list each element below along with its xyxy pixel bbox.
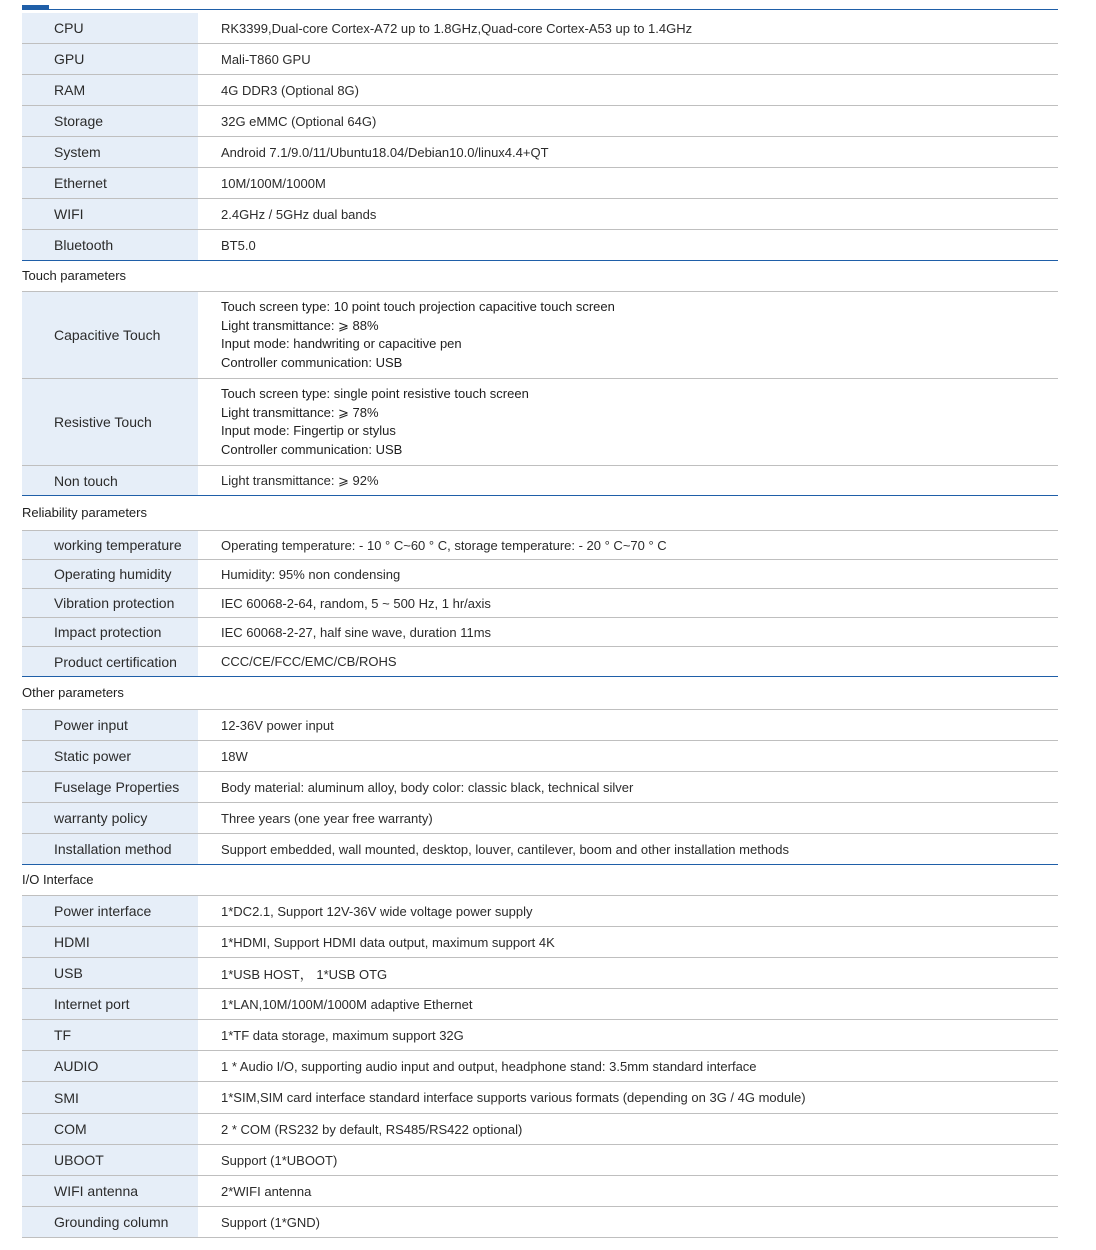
row-label: Vibration protection (22, 589, 198, 617)
row-value: 1*LAN,10M/100M/1000M adaptive Ethernet (221, 996, 473, 1012)
row-label: CPU (22, 13, 198, 43)
row-label: WIFI antenna (22, 1176, 198, 1206)
row-label: Fuselage Properties (22, 772, 198, 802)
row-value: 10M/100M/1000M (221, 175, 326, 191)
section-other (22, 677, 1058, 865)
spec-row (22, 137, 1058, 168)
section-reliability (22, 496, 1058, 677)
row-label: COM (22, 1114, 198, 1144)
section-title: Reliability parameters (22, 505, 147, 520)
spec-row (22, 710, 1058, 741)
row-label: warranty policy (22, 803, 198, 833)
section-title: I/O Interface (22, 872, 94, 887)
row-label: GPU (22, 44, 198, 74)
row-value: Humidity: 95% non condensing (221, 566, 401, 582)
row-label: WIFI (22, 199, 198, 229)
row-label: Grounding column (22, 1207, 198, 1237)
row-value: RK3399,Dual-core Cortex-A72 up to 1.8GHz,Quad-core Cortex-A53 up to 1.4GHz (221, 20, 693, 36)
spec-row (22, 106, 1058, 137)
section-title: Other parameters (22, 685, 124, 700)
spec-row (22, 75, 1058, 106)
row-value: 2*WIFI antenna (221, 1183, 312, 1199)
section-io (22, 865, 1058, 1238)
spec-row (22, 379, 1058, 466)
row-value: 1*HDMI, Support HDMI data output, maximum support 4K (221, 934, 555, 950)
spec-row (22, 618, 1058, 647)
value-line: Input mode: Fingertip or stylus (221, 423, 396, 438)
row-value: Android 7.1/9.0/11/Ubuntu18.04/Debian10.0/linux4.4+QT (221, 144, 549, 160)
spec-table (22, 0, 1058, 1238)
value-line: Light transmittance: ⩾ 78% (221, 404, 379, 420)
row-value: IEC 60068-2-64, random, 5 ~ 500 Hz, 1 hr/axis (221, 595, 491, 611)
spec-row (22, 1051, 1058, 1082)
row-label: SMI (22, 1082, 198, 1113)
value-line: Input mode: handwriting or capacitive pen (221, 336, 462, 351)
value-line: Touch screen type: single point resistive touch screen (221, 386, 529, 401)
spec-row (22, 560, 1058, 589)
row-value: 1*USB HOST， 1*USB OTG (221, 966, 388, 982)
row-label: UBOOT (22, 1145, 198, 1175)
row-value: Support (1*GND) (221, 1214, 320, 1230)
section-touch (22, 261, 1058, 496)
spec-row (22, 44, 1058, 75)
spec-row (22, 803, 1058, 834)
spec-row (22, 1176, 1058, 1207)
row-value: 32G eMMC (Optional 64G) (221, 113, 377, 129)
spec-row (22, 199, 1058, 230)
row-value: 2.4GHz / 5GHz dual bands (221, 206, 377, 222)
section-title: Touch parameters (22, 268, 127, 283)
row-value: 1*DC2.1, Support 12V-36V wide voltage power supply (221, 903, 533, 919)
spec-row (22, 230, 1058, 261)
row-value: 2 * COM (RS232 by default, RS485/RS422 optional) (221, 1121, 523, 1137)
row-label: Internet port (22, 989, 198, 1019)
row-label: Installation method (22, 834, 198, 864)
row-label: Power input (22, 710, 198, 740)
row-value: CCC/CE/FCC/EMC/CB/ROHS (221, 654, 397, 669)
row-value: 1*SIM,SIM card interface standard interface supports various formats (depending on 3G / 4G module) (221, 1090, 806, 1105)
row-label: Non touch (22, 466, 198, 495)
row-label: HDMI (22, 927, 198, 957)
spec-row (22, 1114, 1058, 1145)
row-value: Operating temperature: - 10 ° C~60 ° C, storage temperature: - 20 ° C~70 ° C (221, 537, 667, 553)
spec-row (22, 292, 1058, 379)
row-label: AUDIO (22, 1051, 198, 1081)
spec-row (22, 589, 1058, 618)
spec-row (22, 647, 1058, 677)
row-label: Capacitive Touch (22, 292, 198, 378)
value-line: Light transmittance: ⩾ 88% (221, 317, 379, 333)
row-label: TF (22, 1020, 198, 1050)
spec-row (22, 531, 1058, 560)
row-value (198, 292, 1058, 378)
row-value: 1 * Audio I/O, supporting audio input and output, headphone stand: 3.5mm standard interface (221, 1058, 757, 1074)
spec-row (22, 958, 1058, 989)
row-value: IEC 60068-2-27, half sine wave, duration 11ms (221, 624, 492, 640)
row-value: BT5.0 (221, 237, 256, 253)
row-label: RAM (22, 75, 198, 105)
value-line: Touch screen type: 10 point touch projection capacitive touch screen (221, 299, 615, 314)
spec-row (22, 1145, 1058, 1176)
section-hardware (22, 13, 1058, 261)
spec-row (22, 772, 1058, 803)
row-value: Support (1*UBOOT) (221, 1152, 338, 1168)
row-label: Power interface (22, 896, 198, 926)
spec-row (22, 13, 1058, 44)
row-value: 18W (221, 748, 248, 764)
row-label: Impact protection (22, 618, 198, 646)
row-value (198, 379, 1058, 465)
row-value: Mali-T860 GPU (221, 51, 311, 67)
spec-row (22, 834, 1058, 865)
row-value: Three years (one year free warranty) (221, 810, 433, 826)
header-rule (22, 0, 1058, 13)
row-value: Support embedded, wall mounted, desktop, louver, cantilever, boom and other installation methods (221, 841, 790, 857)
value-line: Controller communication: USB (221, 441, 403, 457)
spec-row (22, 927, 1058, 958)
row-value: Light transmittance: ⩾ 92% (221, 472, 379, 488)
row-label: Static power (22, 741, 198, 771)
spec-row (22, 896, 1058, 927)
row-value: 12-36V power input (221, 717, 334, 733)
spec-row (22, 168, 1058, 199)
row-label: Bluetooth (22, 230, 198, 260)
row-label: USB (22, 958, 198, 988)
row-label: Product certification (22, 647, 198, 676)
row-label: Resistive Touch (22, 379, 198, 465)
spec-row (22, 1207, 1058, 1238)
top-divider (22, 9, 1058, 10)
row-value: Body material: aluminum alloy, body color: classic black, technical silver (221, 779, 634, 795)
row-value: 4G DDR3 (Optional 8G) (221, 82, 359, 98)
spec-row (22, 989, 1058, 1020)
row-label: Operating humidity (22, 560, 198, 588)
value-line: Controller communication: USB (221, 354, 403, 370)
row-value: 1*TF data storage, maximum support 32G (221, 1027, 464, 1043)
row-label: System (22, 137, 198, 167)
spec-row (22, 741, 1058, 772)
spec-row (22, 466, 1058, 496)
row-label: Storage (22, 106, 198, 136)
spec-row (22, 1082, 1058, 1114)
row-label: working temperature (22, 531, 198, 559)
row-label: Ethernet (22, 168, 198, 198)
spec-row (22, 1020, 1058, 1051)
